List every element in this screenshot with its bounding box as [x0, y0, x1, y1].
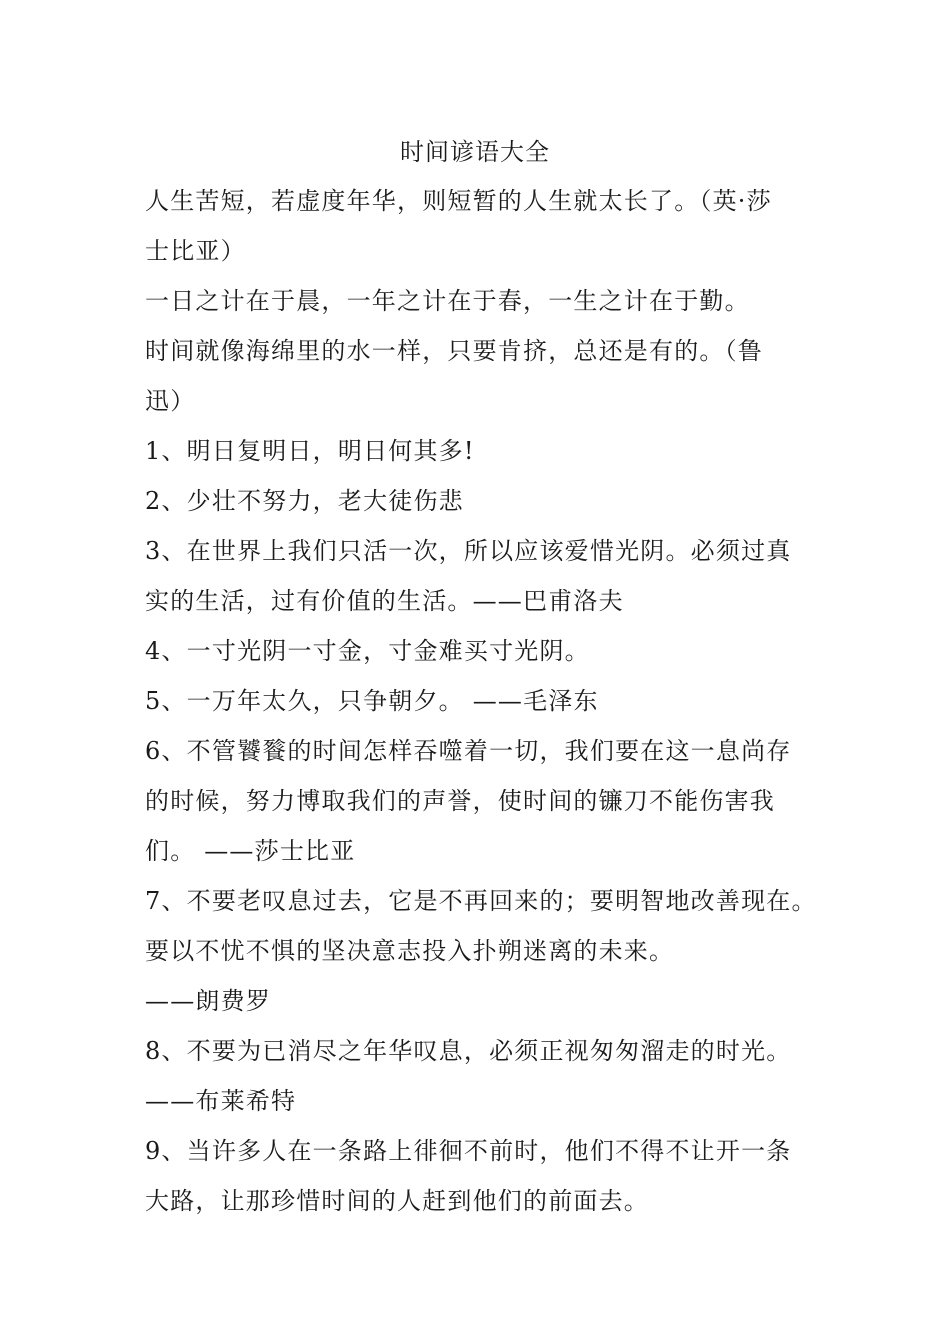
document-body	[145, 176, 825, 1226]
text-line: 一日之计在于晨，一年之计在于春，一生之计在于勤。	[145, 287, 750, 315]
text-line: 4、一寸光阴一寸金，寸金难买寸光阴。	[145, 637, 590, 665]
text-line: 时间就像海绵里的水一样，只要肯挤，总还是有的。（鲁	[145, 337, 763, 365]
text-line: 7、不要老叹息过去，它是不再回来的；要明智地改善现在。	[145, 887, 817, 915]
text-line: 2、少壮不努力，老大徒伤悲	[145, 487, 464, 515]
text-line: 迅）	[145, 387, 196, 415]
text-line: 士比亚）	[145, 237, 246, 265]
text-line: 大路，让那珍惜时间的人赶到他们的前面去。	[145, 1187, 649, 1215]
text-line: 人生苦短，若虚度年华，则短暂的人生就太长了。（英·莎	[145, 187, 772, 215]
document-title: 时间谚语大全	[400, 138, 550, 166]
text-line: 3、在世界上我们只活一次，所以应该爱惜光阴。必须过真	[145, 537, 792, 565]
text-line: 5、一万年太久，只争朝夕。 ——毛泽东	[145, 687, 599, 715]
text-line: ——朗费罗	[145, 987, 271, 1015]
text-line: 们。 ——莎士比亚	[145, 837, 356, 865]
text-line: 要以不忧不惧的坚决意志投入扑朔迷离的未来。	[145, 937, 675, 965]
text-line: 9、当许多人在一条路上徘徊不前时，他们不得不让开一条	[145, 1137, 792, 1165]
text-line: 6、不管饕餮的时间怎样吞噬着一切，我们要在这一息尚存	[145, 737, 792, 765]
text-line: 的时候，努力博取我们的声誉，使时间的镰刀不能伤害我	[145, 787, 775, 815]
text-line: 实的生活，过有价值的生活。——巴甫洛夫	[145, 587, 624, 615]
text-line: 1、明日复明日，明日何其多!	[145, 437, 475, 465]
text-line: 8、不要为已消尽之年华叹息，必须正视匆匆溜走的时光。	[145, 1037, 792, 1065]
text-line: ——布莱希特	[145, 1087, 297, 1115]
